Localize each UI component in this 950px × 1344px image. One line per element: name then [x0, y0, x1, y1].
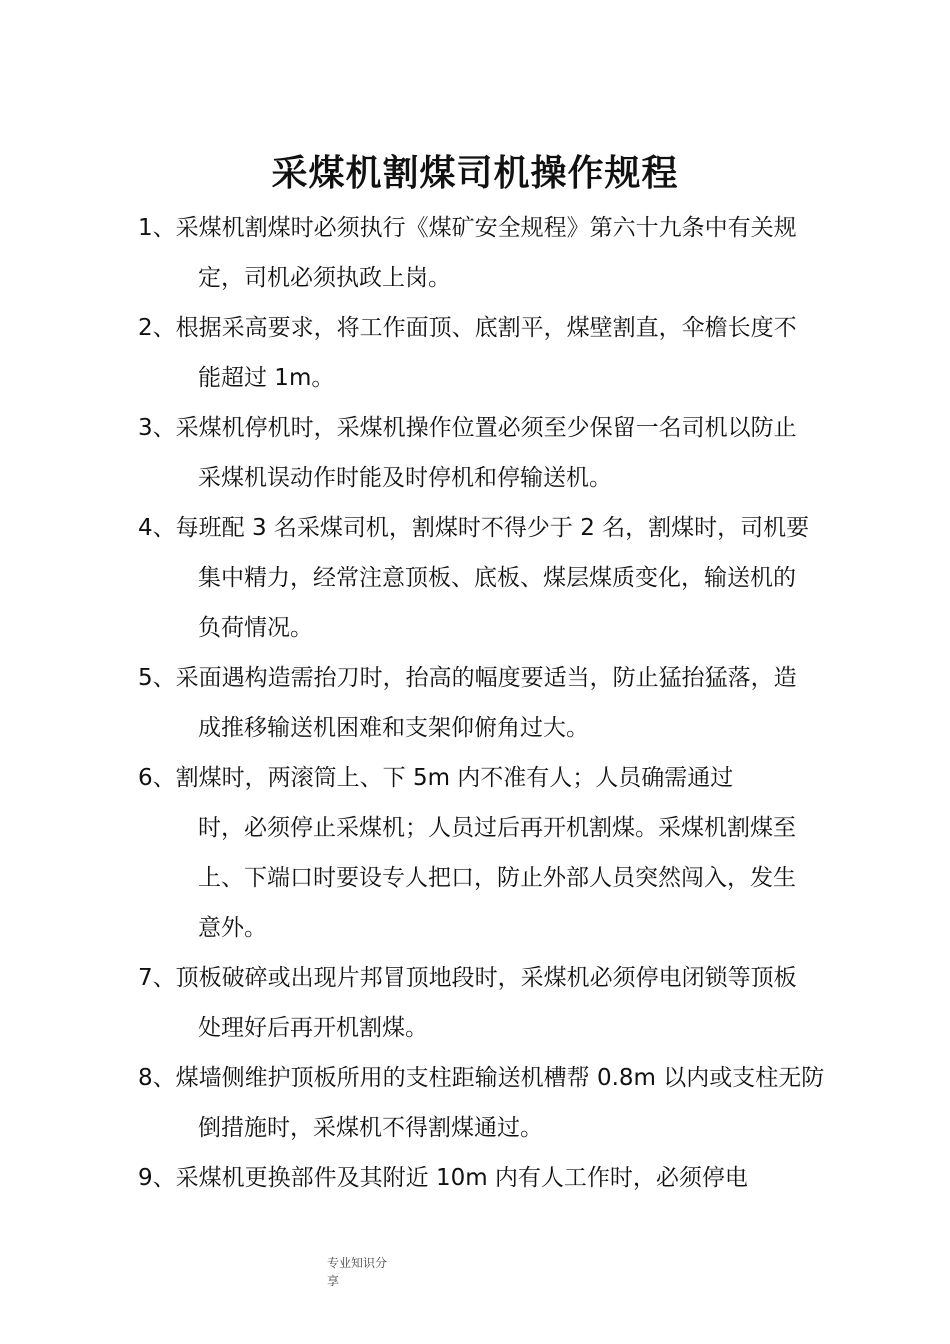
list-item-first-line: 8、煤墙侧维护顶板所用的支柱距输送机槽帮 0.8m 以内或支柱无防	[138, 1065, 825, 1091]
list-item-continuation-line: 定，司机必须执政上岗。	[198, 265, 451, 291]
list-item-continuation-line: 采煤机误动作时能及时停机和停输送机。	[198, 465, 612, 491]
list-item-continuation-line: 能超过 1m。	[198, 365, 335, 391]
list-item-continuation-line: 集中精力，经常注意顶板、底板、煤层煤质变化，输送机的	[198, 565, 796, 591]
list-item-first-line: 1、采煤机割煤时必须执行《煤矿安全规程》第六十九条中有关规	[138, 215, 797, 241]
list-item-first-line: 7、顶板破碎或出现片邦冒顶地段时，采煤机必须停电闭锁等顶板	[138, 965, 797, 991]
list-item-first-line: 5、采面遇构造需抬刀时，抬高的幅度要适当，防止猛抬猛落，造	[138, 665, 797, 691]
list-item-first-line: 2、根据采高要求，将工作面顶、底割平，煤壁割直，伞檐长度不	[138, 315, 797, 341]
list-item-continuation-line: 时，必须停止采煤机；人员过后再开机割煤。采煤机割煤至	[198, 815, 796, 841]
list-item-first-line: 9、采煤机更换部件及其附近 10m 内有人工作时，必须停电	[138, 1165, 748, 1191]
list-item-continuation-line: 成推移输送机困难和支架仰俯角过大。	[198, 715, 589, 741]
list-item-first-line: 4、每班配 3 名采煤司机，割煤时不得少于 2 名，割煤时，司机要	[138, 515, 810, 541]
list-item-continuation-line: 上、下端口时要设专人把口，防止外部人员突然闯入，发生	[198, 865, 796, 891]
list-item-continuation-line: 处理好后再开机割煤。	[198, 1015, 428, 1041]
list-item-first-line: 3、采煤机停机时，采煤机操作位置必须至少保留一名司机以防止	[138, 415, 797, 441]
list-item-continuation-line: 倒措施时，采煤机不得割煤通过。	[198, 1115, 543, 1141]
list-item-continuation-line: 负荷情况。	[198, 615, 313, 641]
page-title: 采煤机割煤司机操作规程	[271, 153, 679, 194]
footer-line-1: 专业知识分	[327, 1256, 388, 1270]
footer-note	[327, 1254, 407, 1290]
list-item-first-line: 6、割煤时，两滚筒上、下 5m 内不准有人；人员确需通过	[138, 765, 734, 791]
footer-line-2: 享	[327, 1274, 340, 1288]
list-item-continuation-line: 意外。	[198, 915, 267, 941]
